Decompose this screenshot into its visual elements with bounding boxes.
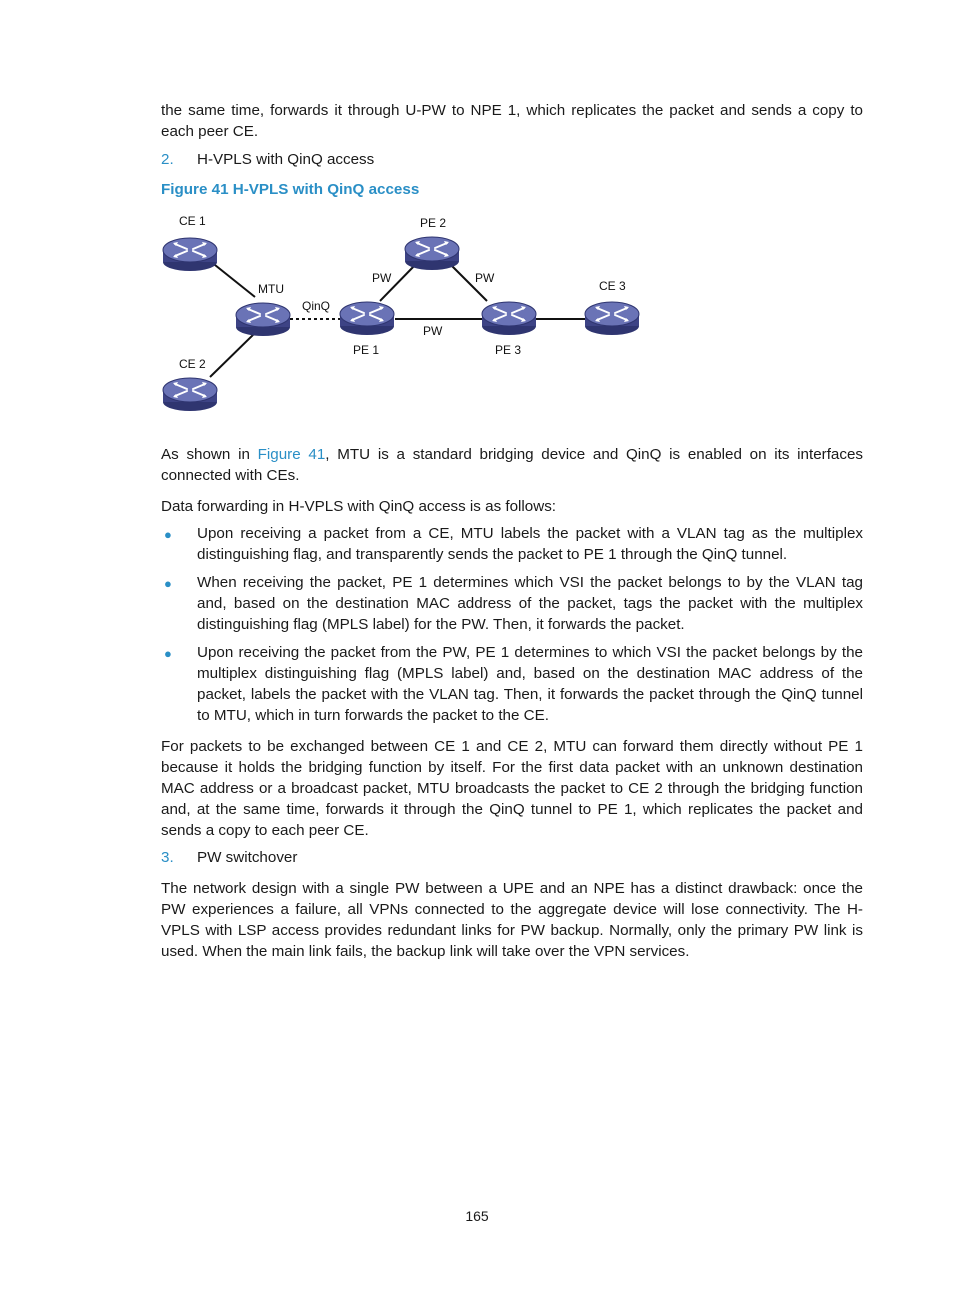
list-item: ● Upon receiving the packet from the PW, PE 1 determines to which VSI the packet belongs by the multiplex distinguishing flag (MPLS label) and, based on the destination MAC address of the packet, labels the packet with the VLAN tag. Then, it forwards the packet through the QinQ tunnel to MTU, which in turn forwards the packet to the CE. — [164, 644, 863, 724]
paragraph-shown: As shown in Figure 41, MTU is a standard bridging device and QinQ is enabled on its interfaces connected with CEs. — [161, 446, 863, 484]
figure-link[interactable]: Figure 41 — [257, 446, 326, 463]
bullet-list — [161, 523, 863, 733]
page-number: 165 — [465, 1208, 489, 1224]
bullet-icon: ● — [164, 576, 172, 591]
label-ce2: CE 2 — [179, 357, 206, 371]
list-number: 3. — [161, 849, 174, 866]
paragraph-exchange: For packets to be exchanged between CE 1 and CE 2, MTU can forward them directly without PE 1 because it holds the bridging function by itself. For the first data packet with an unknown destination MAC address or a broadcast packet, MTU broadcasts the packet to CE 2 through the bridging function and, at the same time, forwards it through the QinQ tunnel to PE 1, which replicates the packet and sends a copy to each peer CE. — [161, 738, 863, 839]
label-pw-bottom: PW — [423, 324, 443, 338]
list-item: ● When receiving the packet, PE 1 determines which VSI the packet belongs to by the VLAN tag and, based on the destination MAC address of the packet, tags the packet with the multiplex distinguishing flag (MPLS label) for the PW. Then, it forwards the packet. — [164, 574, 863, 633]
label-pe2: PE 2 — [420, 216, 447, 230]
router-icon-ce1 — [163, 238, 217, 271]
label-ce3: CE 3 — [599, 279, 626, 293]
list-text: H-VPLS with QinQ access — [197, 151, 375, 168]
bullet-icon: ● — [164, 527, 172, 542]
label-qinq: QinQ — [302, 299, 331, 313]
list-item-3 — [161, 847, 297, 868]
router-icon-pe1 — [340, 302, 394, 335]
router-icon-ce3 — [585, 302, 639, 335]
list-item-2 — [161, 149, 374, 170]
router-icon-pe2 — [405, 237, 459, 270]
router-icon-mtu — [236, 303, 290, 336]
network-diagram — [155, 205, 655, 420]
link-ce2-mtu — [210, 333, 255, 377]
label-pe1: PE 1 — [353, 343, 380, 357]
paragraph-forwarding-intro: Data forwarding in H-VPLS with QinQ access is as follows: — [161, 498, 557, 515]
label-pw-left: PW — [372, 271, 392, 285]
bullet-icon: ● — [164, 646, 172, 661]
router-icon-pe3 — [482, 302, 536, 335]
paragraph-switchover: The network design with a single PW between a UPE and an NPE has a distinct drawback: once the PW experiences a failure, all VPNs connected to the aggregate device will lose connectivity. The H-VPLS with LSP access provides redundant links for PW backup. Normally, only the primary PW link is used. When the main link fails, the backup link will take over the VPN services. — [161, 880, 863, 960]
router-icon-ce2 — [163, 378, 217, 411]
figure-caption: Figure 41 H-VPLS with QinQ access — [161, 181, 420, 198]
label-pw-right: PW — [475, 271, 495, 285]
label-mtu: MTU — [258, 282, 284, 296]
intro-paragraph: the same time, forwards it through U-PW to NPE 1, which replicates the packet and sends a copy to each peer CE. — [161, 102, 863, 140]
label-pe3: PE 3 — [495, 343, 522, 357]
label-ce1: CE 1 — [179, 214, 206, 228]
list-text: PW switchover — [197, 849, 298, 866]
list-number: 2. — [161, 151, 174, 168]
list-item: ● Upon receiving a packet from a CE, MTU labels the packet with a VLAN tag as the multiplex distinguishing flag, and transparently sends the packet to PE 1 through the QinQ tunnel. — [164, 525, 863, 563]
link-ce1-mtu — [210, 261, 255, 297]
